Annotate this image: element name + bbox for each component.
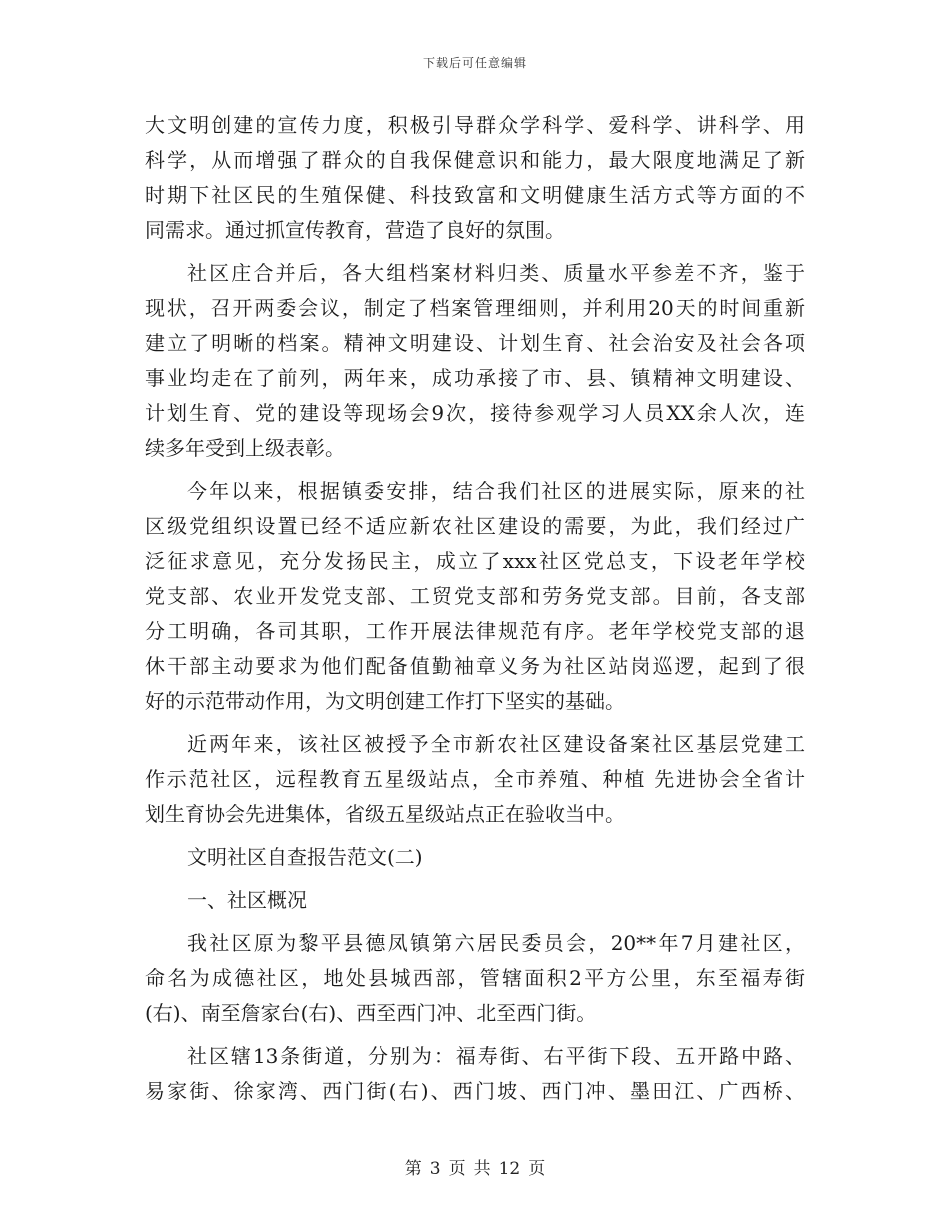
paragraph <box>145 108 805 248</box>
text-line: 事业均走在了前列，两年来，成功承接了市、县、镇精神文明建设、 <box>145 366 805 390</box>
page-header-note: 下载后可任意编辑 <box>422 56 527 70</box>
footer-total-label: 共 <box>473 1159 491 1179</box>
text-line: 党支部、农业开发党支部、工贸党支部和劳务党支部。目前，各支部 <box>145 584 805 608</box>
text-line: 计划生育、党的建设等现场会9次，接待参观学习人员XX余人次，连 <box>145 401 805 425</box>
footer-page-number: 3 <box>429 1159 441 1179</box>
document-body <box>145 108 805 1109</box>
paragraph <box>145 727 805 832</box>
paragraph <box>145 474 805 719</box>
text-line: 休干部主动要求为他们配备值勤袖章义务为社区站岗巡逻，起到了很 <box>145 654 805 678</box>
subsection-title: 一、社区概况 <box>187 888 307 912</box>
footer-total-pages: 12 <box>498 1159 521 1179</box>
footer-total-unit: 页 <box>528 1159 546 1179</box>
text-line: 社区庄合并后，各大组档案材料归类、质量水平参差不齐，鉴于 <box>187 261 805 285</box>
text-line: 同需求。通过抓宣传教育，营造了良好的氛围。 <box>145 218 565 242</box>
text-line: 作示范社区，远程教育五星级站点，全市养殖、种植 先进协会全省计 <box>145 767 805 791</box>
text-line: 划生育协会先进集体，省级五星级站点正在验收当中。 <box>145 802 625 826</box>
page-footer <box>0 1154 950 1179</box>
text-line: 易家街、徐家湾、西门街(右)、西门坡、西门冲、墨田江、广西桥、 <box>145 1079 805 1103</box>
text-line: 现状，召开两委会议，制定了档案管理细则，并利用20天的时间重新 <box>145 296 805 320</box>
text-line: 大文明创建的宣传力度，积极引导群众学科学、爱科学、讲科学、用 <box>145 113 805 137</box>
text-line: 续多年受到上级表彰。 <box>145 436 345 460</box>
paragraph <box>145 926 805 1031</box>
text-line: 今年以来，根据镇委安排，结合我们社区的进展实际，原来的社 <box>187 479 805 503</box>
paragraph <box>145 1039 805 1109</box>
text-line: 命名为成德社区，地处县城西部，管辖面积2平方公里，东至福寿街 <box>145 966 805 990</box>
text-line: 区级党组织设置已经不适应新农社区建设的需要，为此，我们经过广 <box>145 514 805 538</box>
text-line: 近两年来，该社区被授予全市新农社区建设备案社区基层党建工 <box>187 732 805 756</box>
text-line: 分工明确，各司其职，工作开展法律规范有序。老年学校党支部的退 <box>145 619 805 643</box>
text-line: 时期下社区民的生殖保健、科技致富和文明健康生活方式等方面的不 <box>145 183 805 207</box>
text-line: 社区辖13条街道，分别为：福寿街、右平街下段、五开路中路、 <box>187 1044 805 1068</box>
section-title: 文明社区自查报告范文(二) <box>187 845 423 869</box>
footer-page-label: 第 <box>404 1159 422 1179</box>
text-line: 建立了明晰的档案。精神文明建设、计划生育、社会治安及社会各项 <box>145 331 805 355</box>
text-line: (右)、南至詹家台(右)、西至西门冲、北至西门街。 <box>145 1001 597 1025</box>
paragraph <box>145 256 805 466</box>
text-line: 泛征求意见，充分发扬民主，成立了xxx社区党总支，下设老年学校 <box>145 549 805 573</box>
footer-page-unit: 页 <box>448 1159 466 1179</box>
text-line: 好的示范带动作用，为文明创建工作打下坚实的基础。 <box>145 689 625 713</box>
text-line: 我社区原为黎平县德凤镇第六居民委员会，20**年7月建社区， <box>187 931 805 955</box>
text-line: 科学，从而增强了群众的自我保健意识和能力，最大限度地满足了新 <box>145 148 805 172</box>
